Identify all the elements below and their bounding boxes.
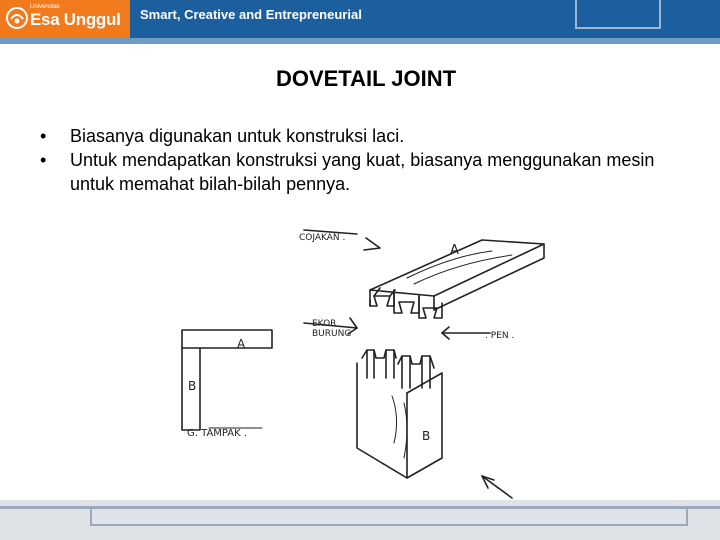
dovetail-sketch-svg (152, 218, 558, 499)
header-decorative-frame (575, 0, 661, 29)
logo-text: Esa Unggul (30, 10, 121, 29)
bullet-dot-icon: • (40, 150, 47, 170)
label-part-a-top-view: A (237, 337, 246, 351)
header-accent-stripe (0, 38, 720, 44)
bullet-text: Biasanya digunakan untuk konstruksi laci. (70, 126, 405, 146)
header-tagline: Smart, Creative and Entrepreneurial (140, 7, 362, 22)
bullet-item (40, 148, 680, 196)
label-cojakan: COJAKAN . (299, 233, 346, 243)
bullet-dot-icon: • (40, 126, 47, 146)
label-burung: BURUNG (312, 329, 352, 339)
label-tampak: G. TAMPAK . (187, 428, 248, 439)
logo-emblem-icon (6, 7, 28, 29)
slide-title: DOVETAIL JOINT (275, 66, 457, 91)
dovetail-joint-sketch (152, 218, 558, 499)
label-part-b-board: B (422, 429, 431, 443)
bullet-list (40, 124, 680, 196)
bullet-text: Untuk mendapatkan konstruksi yang kuat, biasanya menggunakan mesin untuk memahat bilah-bilah pennya. (70, 150, 655, 194)
label-part-b-top-view: B (188, 379, 197, 393)
logo-subtext: Universitas (30, 4, 60, 10)
bullet-item (40, 124, 680, 148)
university-logo (0, 0, 130, 38)
label-part-a-board: A (450, 243, 459, 258)
footer-frame (90, 506, 688, 526)
label-ekor: EKOR (312, 319, 337, 329)
label-pen: . PEN . (485, 331, 515, 341)
